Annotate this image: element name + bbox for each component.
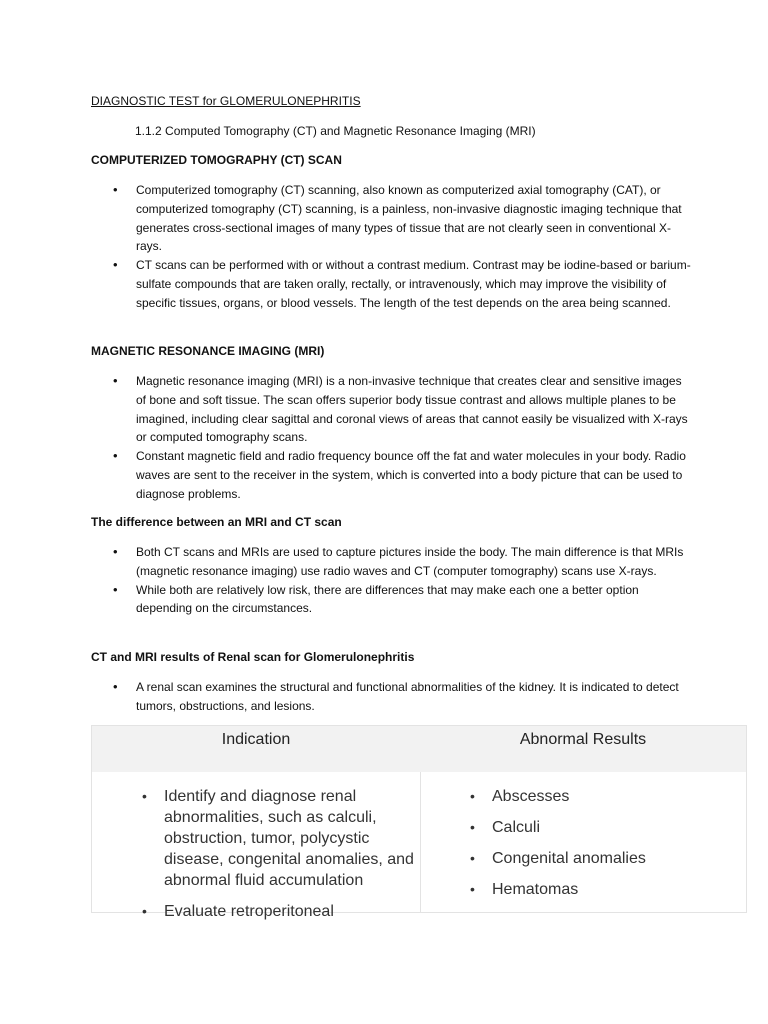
table-header-abnormal-results: Abnormal Results bbox=[519, 731, 647, 748]
mri-heading: MAGNETIC RESONANCE IMAGING (MRI) bbox=[91, 344, 325, 358]
list-item: • Congenital anomalies bbox=[420, 848, 746, 869]
renal-scan-heading: CT and MRI results of Renal scan for Glomerulonephritis bbox=[91, 650, 415, 664]
abnormal-results-cell-list bbox=[420, 786, 746, 910]
ct-bullet-list bbox=[91, 181, 691, 313]
list-item: • Evaluate retroperitoneal bbox=[92, 901, 417, 922]
list-item: • Computerized tomography (CT) scanning, also known as computerized axial tomography (CAT), or computerized tomography (CT) scanning, is a painless, non-invasive diagnostic imaging technique that generates cross-sectional images of many types of tissue that are not clearly seen in conventional X-rays. bbox=[91, 181, 691, 256]
list-item: • Both CT scans and MRIs are used to capture pictures inside the body. The main difference is that MRIs (magnetic resonance imaging) use radio waves and CT (computer tomography) scans use X-rays. bbox=[91, 543, 691, 581]
difference-heading: The difference between an MRI and CT scan bbox=[91, 515, 342, 529]
list-item: • Calculi bbox=[420, 817, 746, 838]
renal-scan-table bbox=[91, 725, 747, 920]
indication-cell-list bbox=[92, 786, 417, 932]
list-item: • Constant magnetic field and radio frequency bounce off the fat and water molecules in your body. Radio waves are sent to the receiver in the system, which is converted into a body picture that can be used to diagnose problems. bbox=[91, 447, 691, 503]
list-item: • Magnetic resonance imaging (MRI) is a non-invasive technique that creates clear and sensitive images of bone and soft tissue. The scan offers superior body tissue contrast and allows multiple planes to be imagined, including clear sagittal and coronal views of areas that cannot easily be visualized with X-rays or computed tomography scans. bbox=[91, 372, 691, 447]
list-item: • CT scans can be performed with or without a contrast medium. Contrast may be iodine-based or barium-sulfate compounds that are taken orally, rectally, or intravenously, which may improve the visibility of specific tissues, organs, or blood vessels. The length of the test depends on the area being scanned. bbox=[91, 256, 691, 312]
list-item: • Abscesses bbox=[420, 786, 746, 807]
list-item: • While both are relatively low risk, there are differences that may make each one a better option depending on the circumstances. bbox=[91, 581, 691, 619]
list-item: • A renal scan examines the structural and functional abnormalities of the kidney. It is indicated to detect tumors, obstructions, and lesions. bbox=[91, 678, 691, 716]
list-item: • Identify and diagnose renal abnormalities, such as calculi, obstruction, tumor, polycystic disease, congenital anomalies, and abnormal fluid accumulation bbox=[92, 786, 417, 891]
mri-bullet-list bbox=[91, 372, 691, 504]
table-header-indication: Indication bbox=[221, 731, 291, 748]
difference-bullet-list bbox=[91, 543, 691, 618]
subsection-title: 1.1.2 Computed Tomography (CT) and Magnetic Resonance Imaging (MRI) bbox=[135, 124, 536, 138]
renal-scan-bullet-list bbox=[91, 678, 691, 716]
list-item: • Hematomas bbox=[420, 879, 746, 900]
document-title: DIAGNOSTIC TEST for GLOMERULONEPHRITIS bbox=[91, 94, 361, 108]
table-header-row bbox=[92, 726, 746, 772]
ct-heading: COMPUTERIZED TOMOGRAPHY (CT) SCAN bbox=[91, 153, 342, 167]
